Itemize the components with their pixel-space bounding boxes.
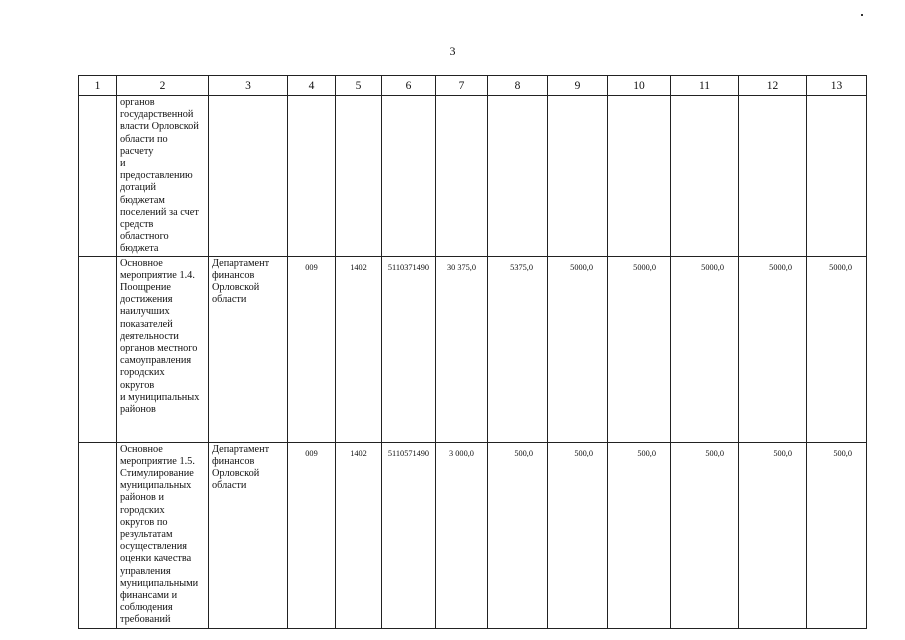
cell-grbs: 009 [288,256,336,442]
column-number-header: 7 [436,76,488,96]
cell-value [739,96,807,257]
scan-speck [861,14,863,16]
name-line: финансами и [120,590,178,602]
name-line: деятельности [120,330,179,342]
cell-value: 500,0 [608,442,671,628]
cell-no [79,442,117,628]
column-number-header: 6 [382,76,436,96]
cell-csr [382,96,436,257]
cell-value [807,96,867,257]
table-row [79,96,867,257]
cell-name [117,96,209,257]
cell-value [548,96,608,257]
column-number-row [79,76,867,96]
cell-rz: 1402 [336,442,382,628]
column-number-header: 13 [807,76,867,96]
cell-total [436,96,488,257]
cell-value: 5000,0 [548,256,608,442]
name-line: и муниципальных [120,391,200,403]
cell-total: 3 000,0 [436,442,488,628]
name-line: бюджета [120,243,159,255]
column-number-header: 2 [117,76,209,96]
cell-value: 500,0 [548,442,608,628]
cell-no [79,256,117,442]
name-line: требований [120,614,171,626]
name-line: мероприятие 1.5. [120,455,195,467]
name-line: дотаций [120,182,156,194]
cell-value: 5000,0 [807,256,867,442]
name-line: Поощрение [120,282,171,294]
name-line: областного [120,231,169,243]
page-number: 3 [449,44,456,58]
name-line: Основное [120,443,163,455]
name-line: и [120,158,126,170]
column-number-header: 9 [548,76,608,96]
name-line: государственной [120,109,194,121]
name-line: Основное [120,257,163,269]
name-line: округов по [120,516,168,528]
cell-value [488,96,548,257]
column-number-header: 11 [671,76,739,96]
cell-csr: 5110371490 [382,256,436,442]
name-line: наилучших [120,306,170,318]
cell-rz: 1402 [336,256,382,442]
cell-value: 5000,0 [671,256,739,442]
cell-grbs [288,96,336,257]
budget-table [78,75,867,629]
cell-responsible [209,96,288,257]
cell-value: 500,0 [488,442,548,628]
cell-value: 500,0 [671,442,739,628]
cell-value: 5000,0 [608,256,671,442]
name-line: области по [120,133,168,145]
name-line: предоставлению [120,170,193,182]
column-number-header: 3 [209,76,288,96]
name-line: районов и [120,492,164,504]
cell-name [117,256,209,442]
name-line: власти Орловской [120,121,199,133]
name-line: органов местного [120,343,198,355]
name-line: осуществления [120,541,188,553]
cell-no [79,96,117,257]
name-line: оценки качества [120,553,192,565]
name-line: расчету [120,145,154,157]
cell-value: 500,0 [739,442,807,628]
column-number-header: 1 [79,76,117,96]
name-line: органов [120,97,155,108]
name-line: Стимулирование [120,468,194,480]
cell-csr: 5110571490 [382,442,436,628]
name-line: районов [120,404,156,416]
cell-grbs: 009 [288,442,336,628]
cell-name [117,442,209,628]
name-line: муниципальных [120,480,192,492]
column-number-header: 4 [288,76,336,96]
column-number-header: 10 [608,76,671,96]
column-number-header: 8 [488,76,548,96]
cell-total: 30 375,0 [436,256,488,442]
cell-rz [336,96,382,257]
name-line: средств [120,219,154,231]
cell-responsible: Департамент финансов Орловской области [209,442,288,628]
name-line: городских [120,367,165,379]
name-line: городских [120,504,165,516]
cell-value: 5375,0 [488,256,548,442]
cell-value [671,96,739,257]
name-line: результатам [120,529,173,541]
name-line: округов [120,379,155,391]
name-line: соблюдения [120,602,173,614]
cell-responsible: Департамент финансов Орловской области [209,256,288,442]
name-line: показателей [120,318,173,330]
table-row [79,442,867,628]
name-line: бюджетам [120,194,165,206]
cell-value [608,96,671,257]
name-line: самоуправления [120,355,192,367]
column-number-header: 12 [739,76,807,96]
name-line: мероприятие 1.4. [120,269,195,281]
column-number-header: 5 [336,76,382,96]
cell-value: 5000,0 [739,256,807,442]
cell-value: 500,0 [807,442,867,628]
name-line: достижения [120,294,173,306]
name-line: поселений за счет [120,206,199,218]
name-line: муниципальными [120,577,199,589]
table-row [79,256,867,442]
name-line: управления [120,565,171,577]
